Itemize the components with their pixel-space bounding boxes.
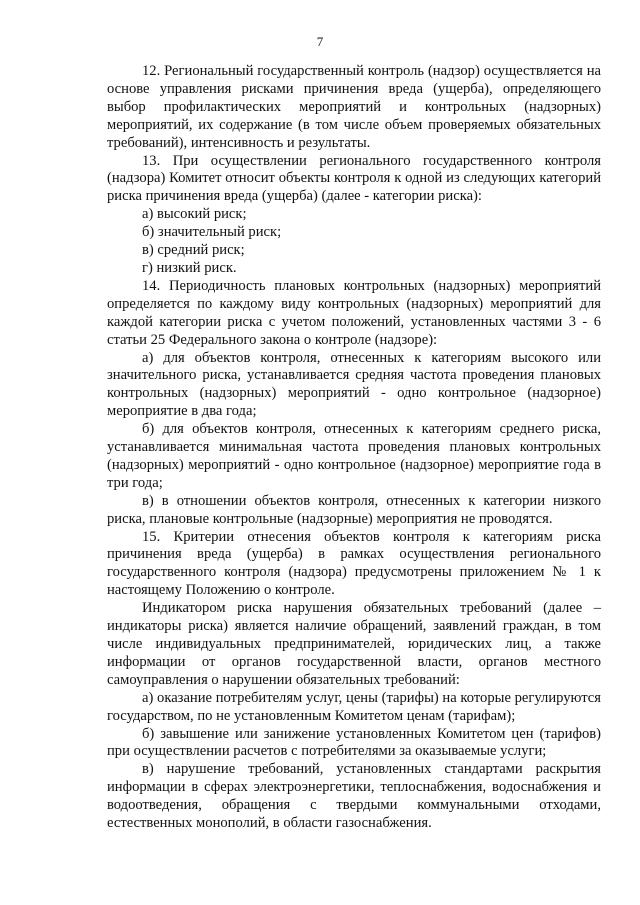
risk-category-high: а) высокий риск; <box>142 206 247 223</box>
risk-indicator-a: а) оказание потребителям услуг, цены (тарифы) на которые регулируются государством, по не установленным Комитетом ценам (тарифам); <box>107 689 601 724</box>
risk-category-significant: б) значительный риск; <box>142 224 282 241</box>
page-number: 7 <box>316 34 324 49</box>
paragraph-14-b: б) для объектов контроля, отнесенных к категориям среднего риска, устанавливается минимальная частота проведения плановых контрольных (надзорных) мероприятий - одно контрольное (надзорное) мероприятие года в три года; <box>107 421 601 491</box>
risk-category-low: г) низкий риск. <box>142 259 237 276</box>
paragraph-14-c: в) в отношении объектов контроля, отнесенных к категории низкого риска, плановые контрольные (надзорные) мероприятия не проводятся. <box>107 492 601 527</box>
risk-category-medium: в) средний риск; <box>142 242 245 259</box>
document-body <box>107 63 601 833</box>
paragraph-14-a: а) для объектов контроля, отнесенных к категориям высокого или значительного риска, устанавливается средняя частота проведения плановых контрольных (надзорных) мероприятий - одно контрольное (надзорное) мероприятие в два года; <box>107 349 601 420</box>
risk-indicator-b: б) завышение или занижение установленных Комитетом цен (тарифов) при осуществлении расчетов с потребителями за оказываемые услуги; <box>107 725 601 760</box>
risk-indicator-c: в) нарушение требований, установленных стандартами раскрытия информации в сферах электроэнергетики, теплоснабжения, водоснабжения и водоотведения, обращения с твердыми коммунальными отходами, естественных монополий, в области газоснабжения. <box>107 761 601 832</box>
paragraph-15: 15. Критерии отнесения объектов контроля к категориям риска причинения вреда (ущерба) в рамках осуществления регионального государственного контроля (надзора) предусмотрены приложением № 1 к настоящему Положению о контроле. <box>107 528 601 599</box>
paragraph-14: 14. Периодичность плановых контрольных (надзорных) мероприятий определяется по каждому виду контрольных (надзорных) мероприятий для каждой категории риска с учетом положений, установленных частями 3 - 6 статьи 25 Федерального закона о контроле (надзоре): <box>107 277 601 348</box>
paragraph-12: 12. Региональный государственный контроль (надзор) осуществляется на основе управления рисками причинения вреда (ущерба), определяющего выбор профилактических мероприятий и контрольных (надзорных) мероприятий, их содержание (в том числе объем проверяемых обязательных требований), интенсивность и результаты. <box>107 63 601 151</box>
risk-indicators-paragraph: Индикатором риска нарушения обязательных требований (далее – индикаторы риска) является наличие обращений, заявлений граждан, в том числе индивидуальных предпринимателей, юридических лиц, а также информации от органов государственной власти, органов местного самоуправления о нарушении обязательных требований: <box>107 600 601 688</box>
paragraph-13: 13. При осуществлении регионального государственного контроля (надзора) Комитет относит объекты контроля к одной из следующих категорий риска причинения вреда (ущерба) (далее - категории риска): <box>107 152 601 205</box>
